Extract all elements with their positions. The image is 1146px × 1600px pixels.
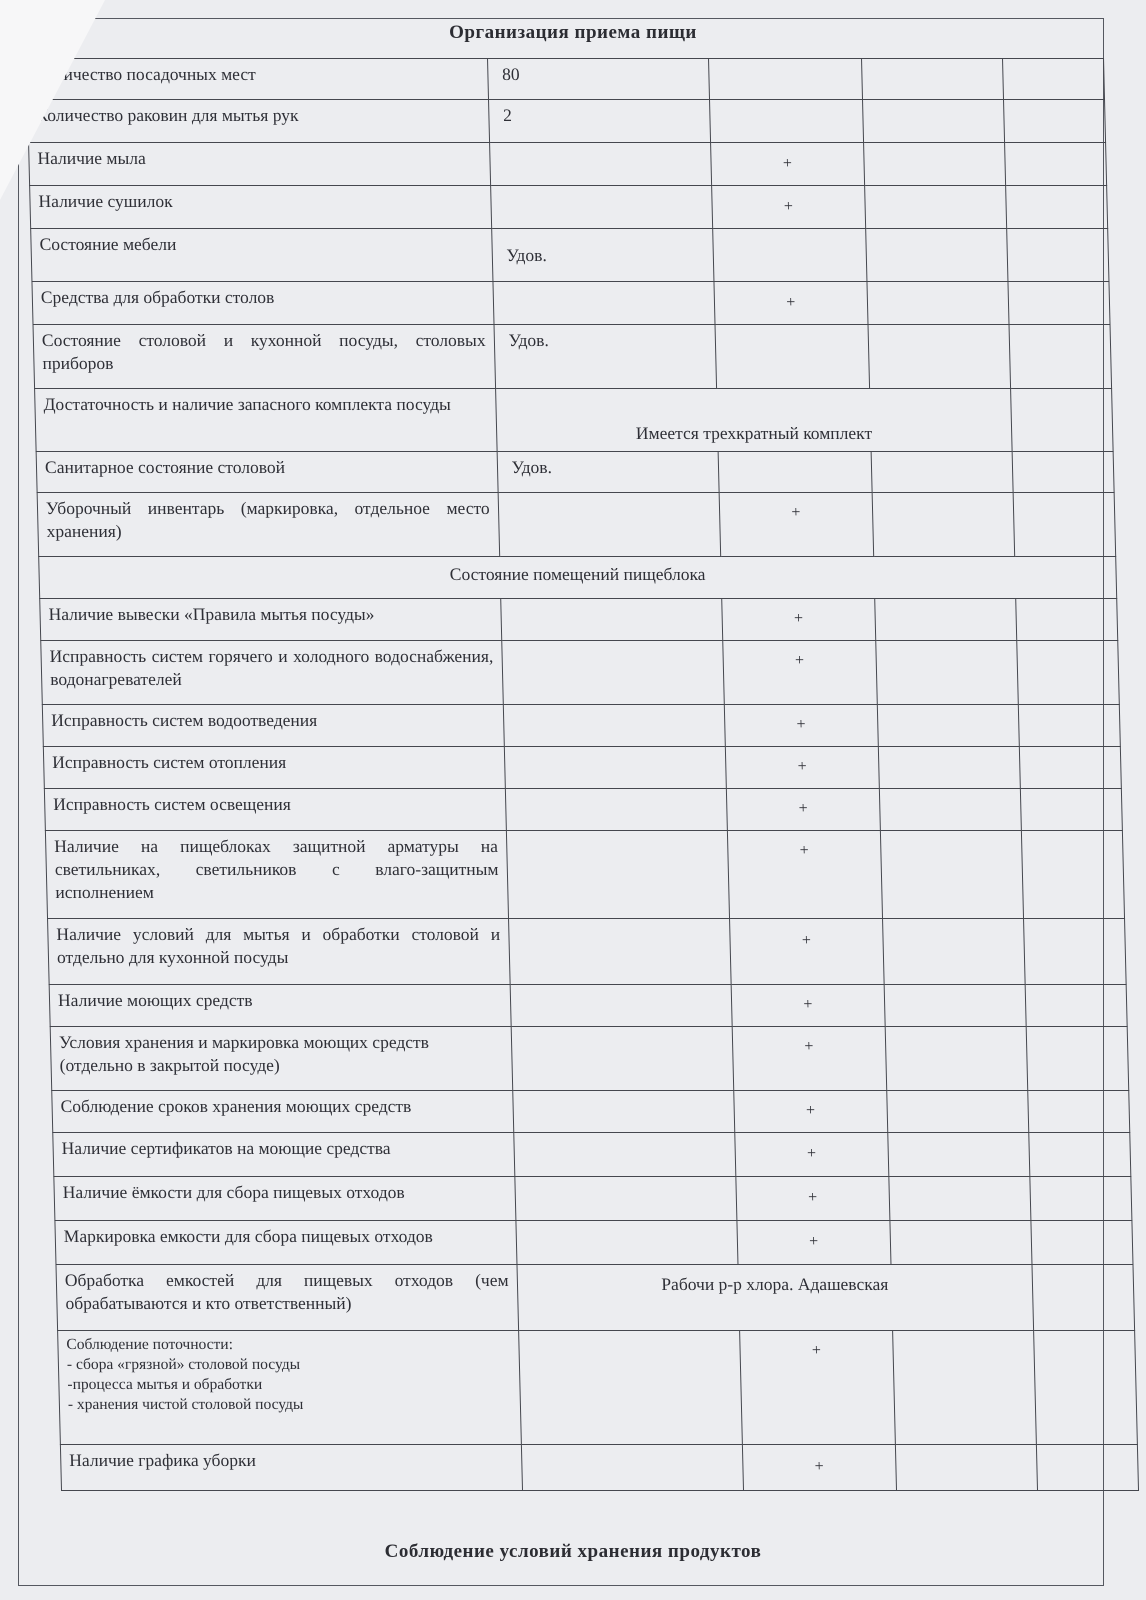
next-section-title: Соблюдение условий хранения продуктов [384,1541,762,1562]
row-label: Средства для обработки столов [32,282,494,325]
empty-cell [885,1027,1027,1091]
table-row [33,325,1112,389]
empty-cell [1016,599,1118,641]
row-label: Соблюдение поточности: [66,1336,234,1353]
empty-cell [1007,229,1109,282]
row-mark: + [711,186,866,229]
empty-cell [1017,641,1120,705]
row-value: Удов. [497,452,719,493]
empty-cell [1012,452,1114,493]
row-label: Исправность систем горячего и холодного водоснабжения, водонагревателей [41,641,503,705]
table-row [36,452,1114,493]
row-mark [708,59,863,100]
table-row [35,389,1114,452]
table-row [45,831,1124,919]
row-mark: + [727,831,883,919]
merged-value: Имеется трехкратный комплект [495,389,1012,452]
row-value [493,282,715,325]
empty-cell [1013,493,1116,557]
empty-cell [1036,1445,1138,1491]
row-mark [718,452,873,493]
empty-cell [512,1091,734,1133]
empty-cell [888,1133,1030,1177]
empty-cell [1029,1133,1131,1177]
empty-cell [872,493,1014,557]
row-mark: + [732,1027,887,1091]
empty-cell [1024,919,1127,985]
empty-cell [1006,186,1108,229]
table-row [44,789,1122,831]
table-row [58,1331,1138,1445]
folded-page-corner [0,0,105,200]
row-mark: + [731,985,886,1027]
table-row [60,1445,1138,1491]
row-mark [712,229,867,282]
empty-cell [887,1091,1029,1133]
row-mark: + [719,493,874,557]
row-label: Исправность систем водоотведения [42,705,504,747]
empty-cell [1025,985,1127,1027]
row-label: Наличие мыла [29,143,491,186]
empty-cell [895,1445,1037,1491]
row-label: Наличие сертификатов на моющие средства [53,1133,515,1177]
empty-cell [1026,1027,1129,1091]
table-row [56,1265,1135,1331]
row-value: 80 [487,59,709,100]
table-row [40,599,1118,641]
empty-cell [1028,1091,1130,1133]
table-row [53,1133,1131,1177]
row-label: Наличие на пищеблоках защитной арматуры на светильниках, светильников с влаго-защитным исполнением [45,831,508,919]
row-label: Наличие вывески «Правила мытья посуды» [40,599,502,641]
row-label: Соблюдение сроков хранения моющих средств [52,1091,514,1133]
empty-cell [1034,1331,1138,1445]
empty-cell [1019,747,1121,789]
merged-value: Рабочи р-р хлора. Адашевская [517,1265,1034,1331]
empty-cell [883,919,1026,985]
table-row [52,1091,1130,1133]
empty-cell [890,1221,1032,1265]
row-mark: + [734,1133,889,1177]
table-row [43,747,1121,789]
empty-cell [508,919,730,985]
row-mark: + [735,1177,890,1221]
empty-cell [864,143,1006,186]
row-mark: + [729,919,884,985]
row-mark: + [724,705,879,747]
empty-cell [863,100,1005,143]
empty-cell [871,452,1013,493]
empty-cell [1002,59,1104,100]
empty-cell [1003,100,1105,143]
table-row [54,1177,1132,1221]
row-label: Условия хранения и маркировка моющих средств (отдельно в закрытой посуде) [50,1027,512,1091]
row-label: Количество раковин для мытья рук [28,100,490,143]
table-row [30,186,1108,229]
row-label: Наличие ёмкости для сбора пищевых отходов [54,1177,516,1221]
empty-cell [513,1133,735,1177]
document-title: Организация приема пищи [449,22,697,43]
table-row [42,705,1120,747]
inspection-table [26,58,1139,1491]
row-mark: + [725,747,880,789]
row-value [498,493,720,557]
empty-cell [521,1445,743,1491]
row-value [490,186,712,229]
row-value: Удов. [494,325,716,389]
empty-cell [1020,789,1122,831]
row-mark: + [713,282,868,325]
empty-cell [876,641,1018,705]
row-label: Состояние столовой и кухонной посуды, столовых приборов [33,325,495,389]
row-label: Количество посадочных мест [27,59,489,100]
table-row [28,100,1106,143]
empty-cell [867,282,1009,325]
row-mark: + [736,1221,891,1265]
row-label: Наличие графика уборки [60,1445,522,1491]
empty-cell [868,325,1010,389]
empty-cell [889,1177,1031,1221]
empty-cell [504,747,726,789]
row-mark: + [742,1445,897,1491]
row-value: Удов. [491,229,713,282]
table-row [27,59,1105,100]
empty-cell [500,599,722,641]
empty-cell [1008,282,1110,325]
table-row [29,143,1107,186]
row-label: Наличие моющих средств [49,985,511,1027]
empty-cell [518,1331,742,1445]
table-row [49,985,1127,1027]
row-mark [709,100,864,143]
row-mark: + [721,599,876,641]
table-row [50,1027,1129,1091]
section-heading-row [39,557,1117,599]
row-label: Уборочный инвентарь (маркировка, отдельное место хранения) [37,493,499,557]
table-row [31,229,1109,282]
empty-cell [503,705,725,747]
empty-cell [878,747,1020,789]
empty-cell [1032,1265,1135,1331]
empty-cell [1030,1177,1132,1221]
list-item: - сбора «грязной» столовой посуды [66,1356,301,1374]
table-row [37,493,1116,557]
empty-cell [880,831,1023,919]
row-label: Наличие условий для мытья и обработки столовой и отдельно для кухонной посуды [48,919,510,985]
table-row [48,919,1127,985]
row-value: 2 [488,100,710,143]
flow-compliance-cell [58,1331,521,1445]
row-mark [715,325,870,389]
empty-cell [1031,1221,1133,1265]
row-mark: + [739,1331,895,1445]
row-mark: + [722,641,877,705]
empty-cell [514,1177,736,1221]
empty-cell [875,599,1017,641]
empty-cell [893,1331,1037,1445]
row-value [489,143,711,186]
table-row [41,641,1120,705]
row-label: Санитарное состояние столовой [36,452,498,493]
empty-cell [511,1027,733,1091]
row-mark: + [726,789,881,831]
empty-cell [1011,389,1114,452]
empty-cell [1018,705,1120,747]
empty-cell [862,59,1004,100]
empty-cell [877,705,1019,747]
empty-cell [866,229,1008,282]
row-label: Маркировка емкости для сбора пищевых отходов [55,1221,517,1265]
row-label: Исправность систем отопления [43,747,505,789]
row-label: Наличие сушилок [30,186,492,229]
table-row [32,282,1110,325]
section-title: Состояние помещений пищеблока [39,557,1117,599]
empty-cell [506,831,729,919]
row-label: Обработка емкостей для пищевых отходов (чем обрабатываются и кто ответственный) [56,1265,518,1331]
empty-cell [516,1221,738,1265]
empty-cell [510,985,732,1027]
empty-cell [879,789,1021,831]
table-row [55,1221,1133,1265]
empty-cell [1009,325,1112,389]
list-item: - хранения чистой столовой посуды [67,1396,304,1414]
empty-cell [865,186,1007,229]
empty-cell [501,641,723,705]
empty-cell [1021,831,1124,919]
empty-cell [884,985,1026,1027]
row-label: Достаточность и наличие запасного комплекта посуды [35,389,497,452]
empty-cell [1005,143,1107,186]
list-item: -процесса мытья и обработки [67,1376,263,1394]
row-mark: + [710,143,865,186]
row-mark: + [733,1091,888,1133]
row-label: Состояние мебели [31,229,493,282]
empty-cell [505,789,727,831]
row-label: Исправность систем освещения [44,789,506,831]
